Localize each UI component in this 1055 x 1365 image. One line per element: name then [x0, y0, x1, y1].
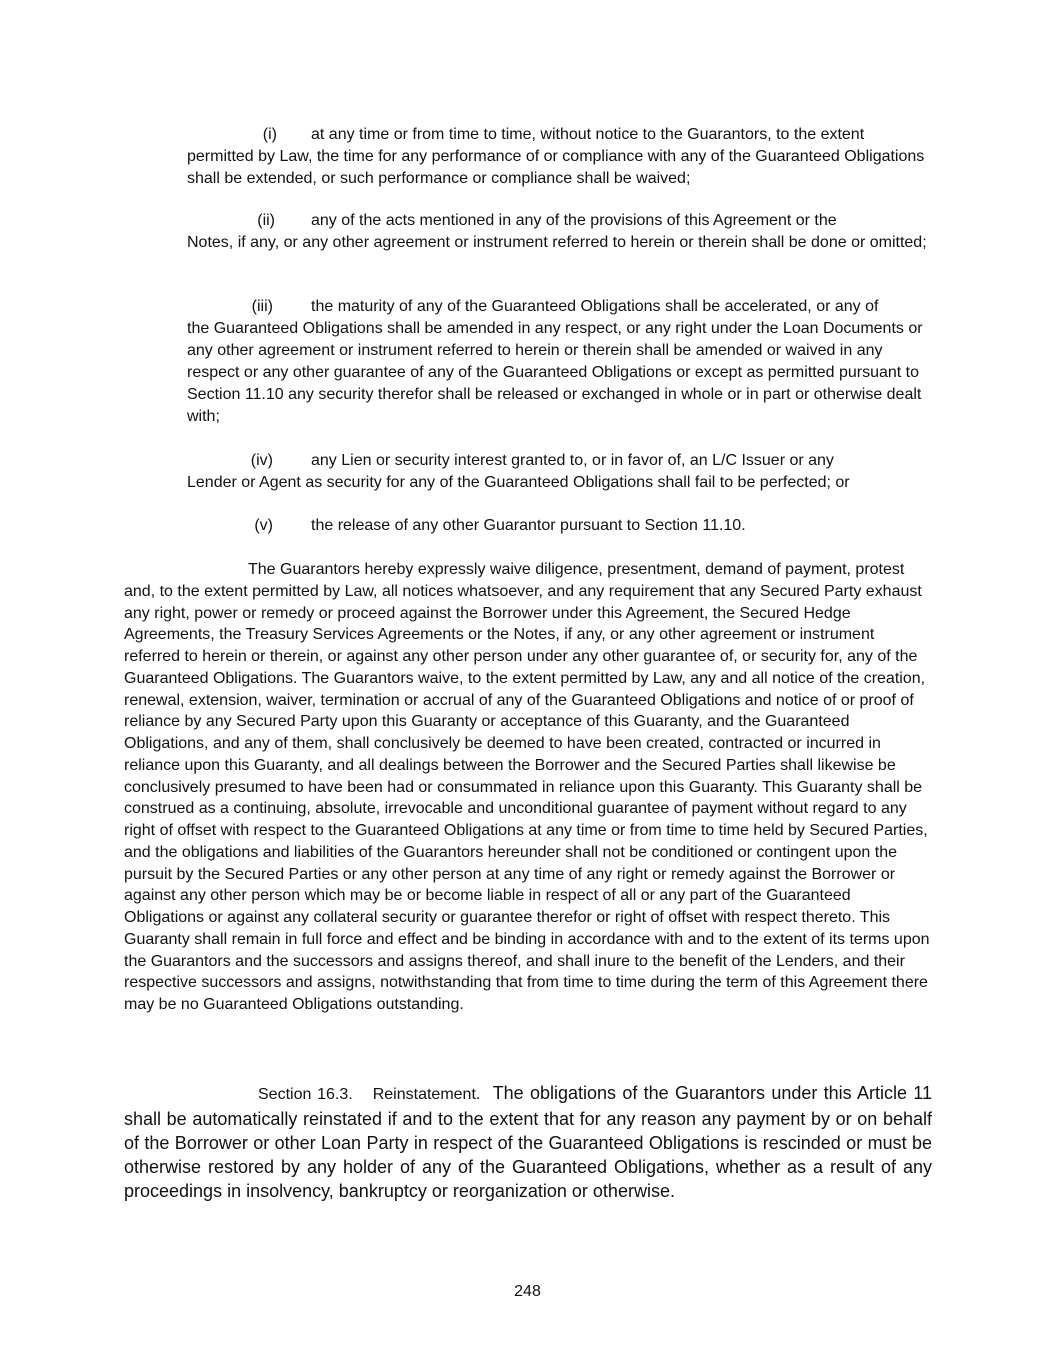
- clause-i: [187, 124, 937, 190]
- section-title: Reinstatement.: [372, 1086, 481, 1103]
- clause-first-line: any Lien or security interest granted to, or in favor of, an L/C Issuer or any: [311, 452, 834, 469]
- section-reinstatement: [124, 1081, 932, 1203]
- clause-iii: [187, 296, 937, 428]
- section-number: Section 16.3.: [258, 1086, 353, 1103]
- clause-first-line: the release of any other Guarantor pursuant to Section 11.10.: [311, 517, 746, 534]
- section-text: The obligations of the Guarantors under this Article 11 shall be automatically reinstated if and to the extent that for any reason any payment by or on behalf of the Borrower or other Loan Party in respect of the Guaranteed Obligations is rescinded or must be otherwise restored by any holder of any of the Guaranteed Obligations, whether as a result of any proceedings in insolvency, bankruptcy or reorganization or otherwise.: [124, 1083, 932, 1201]
- clause-number: (ii): [257, 212, 275, 229]
- clause-first-line: the maturity of any of the Guaranteed Obligations shall be accelerated, or any of: [311, 298, 879, 315]
- clause-v: [187, 515, 937, 537]
- clause-continuation: permitted by Law, the time for any performance of or compliance with any of the Guaranteed Obligations shall be extended, or such performance or compliance shall be waived;: [187, 148, 925, 187]
- clause-continuation: Lender or Agent as security for any of the Guaranteed Obligations shall fail to be perfected; or: [187, 474, 850, 491]
- clause-first-line: any of the acts mentioned in any of the provisions of this Agreement or the: [311, 212, 837, 229]
- clause-continuation: the Guaranteed Obligations shall be amended in any respect, or any right under the Loan Documents or any other agreement or instrument referred to herein or therein shall be amended or waived in any respect or any other guarantee of any of the Guaranteed Obligations or except as permitted pursuant to Section 11.10 any security therefor shall be released or exchanged in whole or in part or otherwise dealt with;: [187, 320, 923, 425]
- clause-number: (i): [262, 126, 277, 143]
- waiver-text: The Guarantors hereby expressly waive diligence, presentment, demand of payment, protest and, to the extent permitted by Law, all notices whatsoever, and any requirement that any Secured Party exhaust any right, power or remedy or proceed against the Borrower under this Agreement, the Secured Hedge Agreements, the Treasury Services Agreements or the Notes, if any, or any other agreement or instrument referred to herein or therein, or against any other person under any other guarantee of, or security for, any of the Guaranteed Obligations. The Guarantors waive, to the extent permitted by Law, any and all notice of the creation, renewal, extension, waiver, termination or accrual of any of the Guaranteed Obligations and notice of or proof of reliance by any Secured Party upon this Guaranty or acceptance of this Guaranty, and the Guaranteed Obligations, and any of them, shall conclusively be deemed to have been created, contracted or incurred in reliance upon this Guaranty, and all dealings between the Borrower and the Secured Parties shall likewise be conclusively presumed to have been had or consummated in reliance upon this Guaranty. This Guaranty shall be construed as a continuing, absolute, irrevocable and unconditional guarantee of payment without regard to any right of offset with respect to the Guaranteed Obligations at any time or from time to time held by Secured Parties, and the obligations and liabilities of the Guarantors hereunder shall not be conditioned or contingent upon the pursuit by the Secured Parties or any other person at any time of any right or remedy against the Borrower or against any other person which may be or become liable in respect of all or any part of the Guaranteed Obligations or against any collateral security or guarantee therefor or right of offset with respect thereto. This Guaranty shall remain in full force and effect and be binding in accordance with and to the extent of its terms upon the Guarantors and the successors and assigns thereof, and shall inure to the benefit of the Lenders, and their respective successors and assigns, notwithstanding that from time to time during the term of this Agreement there may be no Guaranteed Obligations outstanding.: [124, 561, 930, 1013]
- clause-first-line: at any time or from time to time, without notice to the Guarantors, to the extent: [311, 126, 865, 143]
- clause-continuation: Notes, if any, or any other agreement or instrument referred to herein or therein shall be done or omitted;: [187, 234, 927, 251]
- clause-number: (iv): [250, 452, 273, 469]
- waiver-paragraph: [124, 559, 932, 1016]
- clause-number: (v): [254, 517, 273, 534]
- clause-number: (iii): [251, 298, 273, 315]
- clause-iv: [187, 450, 937, 494]
- clause-ii: [187, 210, 937, 254]
- page-number: 248: [514, 1283, 541, 1300]
